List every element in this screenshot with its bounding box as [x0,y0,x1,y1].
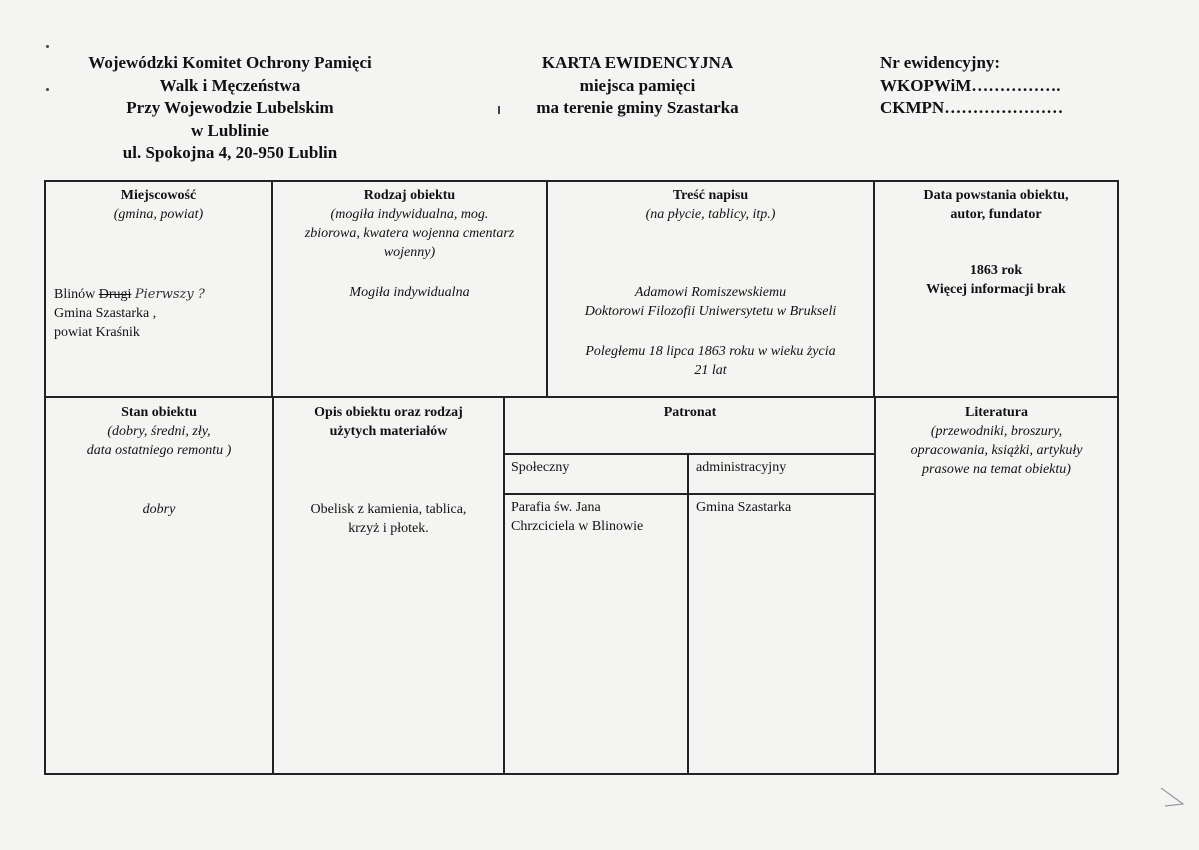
patronat-col2-value [696,498,874,517]
table-border-top [44,180,1118,182]
stan-value: dobry [142,502,176,517]
rodzaj-title: Rodzaj obiektu [363,188,456,203]
opis-value-line: Obelisk z kamienia, tablica, [310,502,467,517]
patronat-divider [687,453,689,774]
rodzaj-subtitle: wojenny) [383,245,436,260]
header-left-line: w Lublinie [191,120,269,140]
header-left-line: ul. Spokojna 4, 20-950 Lublin [122,143,338,162]
rodzaj-subtitle: (mogiła indywidualna, mog. [330,207,489,222]
card-title-line: KARTA EWIDENCYJNA [541,53,734,72]
literatura-subtitle: prasowe na temat obiektu) [922,462,1071,477]
page-corner-mark [1159,784,1187,812]
miejscowosc-value-line: Gmina Szastarka , [54,306,157,321]
cell-tresc-header [548,186,873,224]
patronat-col1-value [511,498,686,536]
patronat-spoleczny-value: Parafia św. Jana [511,500,601,515]
cell-miejscowosc-header [46,186,271,224]
cell-opis-header [274,403,503,441]
cell-data-header [875,186,1117,224]
scan-speck [46,88,49,91]
institution-header [55,52,405,165]
registry-ckmpn: CKMPN………………… [880,98,1064,117]
table-border-mid [44,396,1118,398]
registry-wkopwim: WKOPWiM……………. [880,75,1061,95]
card-title-line: ma terenie gminy Szastarka [536,98,739,117]
registry-label: Nr ewidencyjny: [880,53,1001,72]
miejscowosc-prefix: Blinów [54,287,96,302]
patronat-title: Patronat [663,405,717,420]
cell-data-value [875,261,1117,299]
row2-divider [272,396,274,774]
data-title-line: Data powstania obiektu, [923,188,1069,203]
patronat-administracyjny-value: Gmina Szastarka [696,500,792,515]
miejscowosc-title: Miejscowość [120,188,197,203]
patronat-col1-header [511,458,686,477]
cell-rodzaj-header [273,186,546,262]
cell-tresc-value [548,283,873,321]
header-left-line: Wojewódzki Komitet Ochrony Pamięci [88,53,372,72]
card-title [505,52,770,120]
stan-subtitle: data ostatniego remontu ) [86,443,232,458]
tresc-title: Treść napisu [672,188,749,203]
opis-title-line: Opis obiektu oraz rodzaj [314,405,463,420]
cell-stan-value [46,500,272,519]
tresc-subtitle: (na płycie, tablicy, itp.) [645,207,776,222]
rodzaj-subtitle: zbiorowa, kwatera wojenna cmentarz [304,226,515,241]
table-border-left [44,180,46,774]
cell-literatura-header [876,403,1117,479]
opis-value-line: krzyż i płotek. [348,521,429,536]
patronat-hline [503,493,875,495]
cell-stan-header [46,403,272,460]
rodzaj-value: Mogiła indywidualna [349,285,470,300]
cell-opis-value [274,500,503,538]
data-value-line: Więcej informacji brak [926,282,1066,297]
scan-speck [46,45,49,48]
header-left-line: Walk i Męczeństwa [159,75,301,95]
miejscowosc-value-line: powiat Kraśnik [54,325,140,340]
tresc-value-line: Poległemu 18 lipca 1863 roku w wieku życia [585,344,836,359]
miejscowosc-subtitle: (gmina, powiat) [113,207,204,222]
cell-tresc-value2 [548,342,873,380]
opis-title-line: użytych materiałów [329,424,448,439]
patronat-col2-header [696,458,874,477]
data-title-line: autor, fundator [950,207,1042,222]
registry-number [880,52,1180,120]
header-left-line: Przy Wojewodzie Lubelskim [126,98,334,117]
literatura-title: Literatura [965,405,1028,420]
literatura-subtitle: (przewodniki, broszury, [930,424,1063,439]
table-border-bottom [44,773,1118,775]
data-value-line: 1863 rok [969,263,1023,278]
cell-miejscowosc-value [54,285,269,342]
tresc-value-line: Adamowi Romiszewskiemu [634,285,787,300]
cell-rodzaj-value [273,283,546,302]
miejscowosc-struck-text: Drugi [98,287,132,302]
card-title-line: miejsca pamięci [579,75,696,95]
patronat-spoleczny-label: Społeczny [511,460,570,475]
tresc-value-line: 21 lat [694,363,727,378]
stan-subtitle: (dobry, średni, zły, [107,424,211,439]
literatura-subtitle: opracowania, książki, artykuły [910,443,1083,458]
stan-title: Stan obiektu [121,405,197,420]
table-border-right [1117,180,1119,774]
miejscowosc-handwritten-note: Pierwszy ? [134,287,205,302]
scan-speck [498,106,500,114]
tresc-value-line: Doktorowi Filozofii Uniwersytetu w Brukseli [584,304,837,319]
patronat-hline [503,453,875,455]
patronat-administracyjny-label: administracyjny [696,460,787,475]
miejscowosc-value-line1 [54,285,269,304]
cell-patronat-header [505,403,875,422]
patronat-spoleczny-value: Chrzciciela w Blinowie [511,519,644,534]
